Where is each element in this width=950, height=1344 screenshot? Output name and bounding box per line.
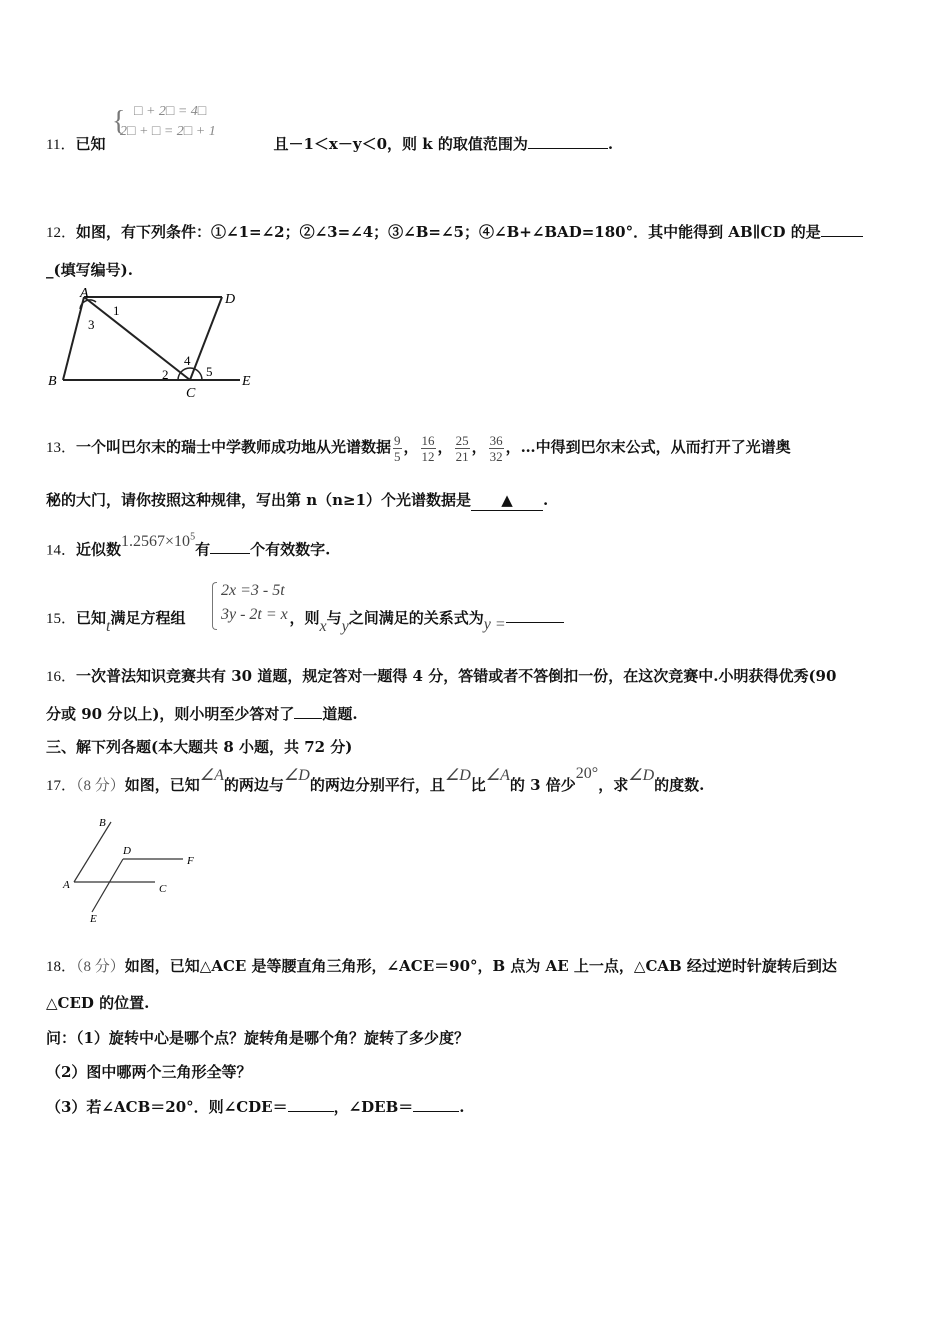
q17-label-c: C <box>159 883 167 895</box>
q13-number: 13． <box>46 440 77 456</box>
question-11: 11．已知 且－1＜x－y＜0，则 k 的取值范围为 . <box>46 135 614 153</box>
q17-label-a: A <box>63 879 70 891</box>
q18-score: （8 分） <box>76 959 125 975</box>
q12-label-3: 3 <box>88 317 95 332</box>
q12-label-c: C <box>186 386 196 401</box>
question-12 <box>46 222 863 243</box>
section-3-heading: 三、解下列各题(本大题共 8 小题，共 72 分) <box>46 738 353 756</box>
question-15: 15．已知t满足方程组 ，则x与y之间满足的关系式为y = <box>46 608 564 629</box>
q17-label-f: F <box>187 855 194 867</box>
q17-score: （8 分） <box>76 778 125 794</box>
q12-label-d: D <box>225 292 236 307</box>
q16-number: 16． <box>46 669 77 685</box>
q15-eq2: 3y - 2t = x <box>221 606 288 623</box>
q17-label-e: E <box>90 913 97 925</box>
q12-text: 如图，有下列条件：①∠1=∠2；②∠3=∠4；③∠B=∠5；④∠B+∠BAD=180°．其中能得到 AB∥CD 的是 <box>76 223 821 241</box>
q12-label-b: B <box>48 374 57 389</box>
q11-text: 且－1＜x－y＜0，则 k 的取值范围为 <box>273 135 528 153</box>
q11-number: 11． <box>46 137 76 153</box>
q17-label-d: D <box>123 845 131 857</box>
q12-label-4: 4 <box>184 353 191 368</box>
q17-number: 17． <box>46 778 77 794</box>
q13-pre: 一个叫巴尔末的瑞士中学教师成功地从光谱数据 <box>76 438 392 456</box>
q14-number: 14． <box>46 542 77 559</box>
q11-brace: { <box>112 106 126 137</box>
question-17: 17．（8 分）如图，已知∠A的两边与∠D的两边分别平行，且∠D比∠A的 3 倍少20°，求∠D的度数. <box>46 765 705 794</box>
q12-answer-blank[interactable] <box>821 236 863 237</box>
q13-line2: 秘的大门，请你按照这种规律，写出第 n（n≥1）个光谱数据是 ▲ . <box>46 491 549 509</box>
q15-number: 15． <box>46 611 77 627</box>
q13-fraction-1: $\frac{9}{5}$ <box>394 432 401 464</box>
q13-post: ，…中得到巴尔末公式，从而打开了光谱奥 <box>505 438 791 456</box>
q12-label-1: 1 <box>113 303 120 318</box>
q18-line2: △CED 的位置. <box>46 994 150 1012</box>
q18-subquestion-1: 问：（1）旋转中心是哪个点？旋转角是哪个角？旋转了多少度？ <box>46 1029 469 1047</box>
q12-label-a: A <box>80 286 89 301</box>
q14-value: $1.2567\times 10^5$ <box>121 532 196 551</box>
q13-fraction-2: $\frac{16}{12}$ <box>421 432 435 464</box>
q15-eq1: 2x =3 - 5t <box>221 582 285 599</box>
question-13: 13．一个叫巴尔末的瑞士中学教师成功地从光谱数据 $\frac{9}{5}$ ， $\frac{16}{12}$ ， $\frac{25}{21}$ ， $\frac{36}{32}$ ，…中得到巴尔末公式，从而打开了光谱奥 <box>46 432 791 464</box>
q12-figure <box>40 285 270 405</box>
q11-answer-blank[interactable] <box>528 148 608 149</box>
q11-system-line1: □ + 2□ = 4□ <box>134 104 207 119</box>
q13-fraction-3: $\frac{25}{21}$ <box>455 432 469 464</box>
q17-figure <box>55 812 215 932</box>
q15-answer-blank[interactable] <box>506 622 564 623</box>
q18-number: 18． <box>46 959 77 975</box>
q18-cde-blank[interactable] <box>288 1111 334 1112</box>
q13-marker: ▲ <box>501 491 513 509</box>
q12-line2: _(填写编号). <box>46 261 133 279</box>
q12-label-e: E <box>242 374 251 389</box>
question-18: 18．（8 分）如图，已知△ACE 是等腰直角三角形，∠ACE＝90°，B 点为 AE 上一点，△CAB 经过逆时针旋转后到达 <box>46 957 837 975</box>
q18-deb-blank[interactable] <box>413 1111 459 1112</box>
q15-answer-label: y = <box>483 616 506 633</box>
q17-degree: 20° <box>575 765 599 782</box>
q16-answer-blank[interactable] <box>294 718 322 719</box>
q12-label-5: 5 <box>206 364 213 379</box>
q18-subquestion-2: （2）图中哪两个三角形全等？ <box>46 1063 252 1081</box>
q13-fraction-4: $\frac{36}{32}$ <box>489 432 503 464</box>
question-16: 16．一次普法知识竞赛共有 30 道题，规定答对一题得 4 分，答错或者不答倒扣一份，在这次竞赛中.小明获得优秀(90 <box>46 667 837 685</box>
q17-label-b: B <box>99 817 106 829</box>
q14-answer-blank[interactable] <box>210 553 250 554</box>
question-14: 14．近似数$1.2567\times 10^5$有 个有效数字. <box>46 532 331 559</box>
q11-system-line2: 2□ + □ = 2□ + 1 <box>120 124 216 139</box>
q16-line2: 分或 90 分以上)，则小明至少答对了 道题. <box>46 705 358 723</box>
q18-subquestion-3: （3）若∠ACB＝20°．则∠CDE＝ ，∠DEB＝ . <box>46 1098 465 1116</box>
q12-label-2: 2 <box>162 367 169 382</box>
q11-pre: 已知 <box>75 135 106 153</box>
q13-answer-blank[interactable] <box>471 490 543 511</box>
q12-number: 12． <box>46 225 77 241</box>
